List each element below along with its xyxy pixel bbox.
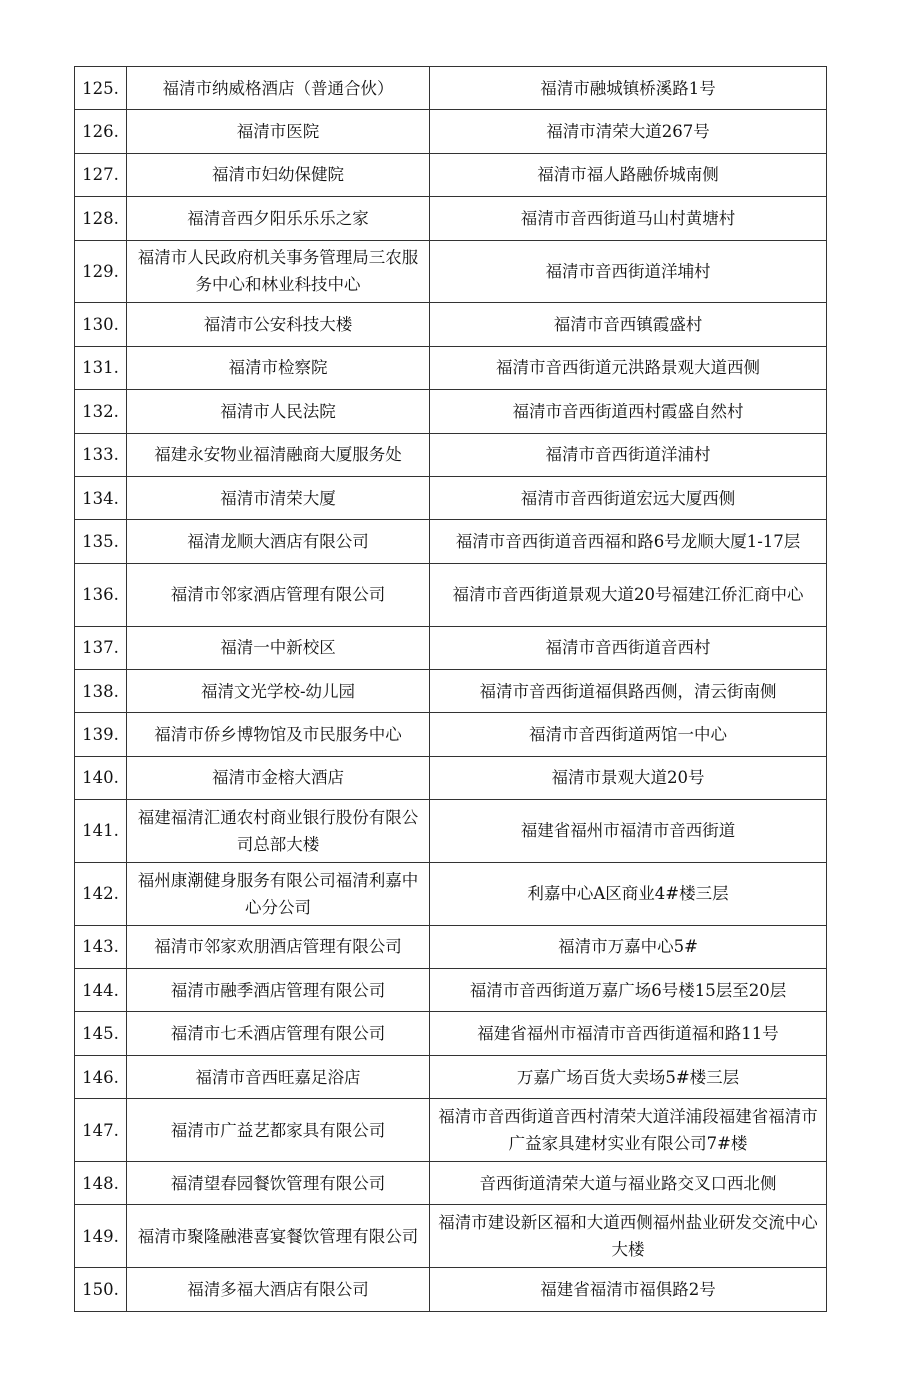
- table-row: [75, 1268, 827, 1311]
- facility-name: 福清文光学校-幼儿园: [127, 669, 430, 712]
- facility-address: 福清市音西街道音西福和路6号龙顺大厦1-17层: [430, 520, 827, 563]
- facility-name: 福清市检察院: [127, 346, 430, 389]
- facility-name: 福清市人民法院: [127, 390, 430, 433]
- facility-address: 福清市音西街道元洪路景观大道西侧: [430, 346, 827, 389]
- facility-name: 福清市侨乡博物馆及市民服务中心: [127, 713, 430, 756]
- row-number: 144.: [75, 969, 127, 1012]
- row-number: 137.: [75, 626, 127, 669]
- row-number: 140.: [75, 756, 127, 799]
- table-row: [75, 1099, 827, 1162]
- row-number: 133.: [75, 433, 127, 476]
- table-row: [75, 303, 827, 346]
- facility-name: 福清市邻家酒店管理有限公司: [127, 563, 430, 626]
- row-number: 149.: [75, 1205, 127, 1268]
- facility-name: 福州康潮健身服务有限公司福清利嘉中心分公司: [127, 862, 430, 925]
- facility-name: 福清市融季酒店管理有限公司: [127, 969, 430, 1012]
- facility-address: 福清市音西街道洋埔村: [430, 240, 827, 303]
- facility-address: 福清市音西街道万嘉广场6号楼15层至20层: [430, 969, 827, 1012]
- row-number: 134.: [75, 476, 127, 519]
- row-number: 145.: [75, 1012, 127, 1055]
- table-row: [75, 1012, 827, 1055]
- row-number: 146.: [75, 1055, 127, 1098]
- table-row: [75, 862, 827, 925]
- facility-name: 福清多福大酒店有限公司: [127, 1268, 430, 1311]
- facility-address: 万嘉广场百货大卖场5#楼三层: [430, 1055, 827, 1098]
- table-row: [75, 67, 827, 110]
- facility-name: 福清市聚隆融港喜宴餐饮管理有限公司: [127, 1205, 430, 1268]
- row-number: 139.: [75, 713, 127, 756]
- row-number: 150.: [75, 1268, 127, 1311]
- facility-address: 福清市音西街道景观大道20号福建江侨汇商中心: [430, 563, 827, 626]
- facility-address: 福清市景观大道20号: [430, 756, 827, 799]
- facility-name: 福清音西夕阳乐乐乐之家: [127, 197, 430, 240]
- row-number: 135.: [75, 520, 127, 563]
- row-number: 136.: [75, 563, 127, 626]
- facility-address: 福清市建设新区福和大道西侧福州盐业研发交流中心大楼: [430, 1205, 827, 1268]
- facility-name: 福清一中新校区: [127, 626, 430, 669]
- facility-address: 福清市音西街道宏远大厦西侧: [430, 476, 827, 519]
- facility-name: 福清市金榕大酒店: [127, 756, 430, 799]
- table-row: [75, 756, 827, 799]
- facility-name: 福清市公安科技大楼: [127, 303, 430, 346]
- row-number: 143.: [75, 925, 127, 968]
- facility-address: 福清市音西街道两馆一中心: [430, 713, 827, 756]
- row-number: 128.: [75, 197, 127, 240]
- table-row: [75, 969, 827, 1012]
- facility-name: 福清市纳威格酒店（普通合伙）: [127, 67, 430, 110]
- facility-address: 福清市福人路融侨城南侧: [430, 153, 827, 196]
- facility-name: 福清市广益艺都家具有限公司: [127, 1099, 430, 1162]
- table-row: [75, 197, 827, 240]
- table-row: [75, 800, 827, 863]
- table-row: [75, 626, 827, 669]
- table-row: [75, 925, 827, 968]
- table-row: [75, 520, 827, 563]
- facility-address: 福清市万嘉中心5#: [430, 925, 827, 968]
- table-row: [75, 1055, 827, 1098]
- row-number: 141.: [75, 800, 127, 863]
- row-number: 129.: [75, 240, 127, 303]
- facility-address: 福清市音西街道音西村清荣大道洋浦段福建省福清市广益家具建材实业有限公司7#楼: [430, 1099, 827, 1162]
- row-number: 126.: [75, 110, 127, 153]
- facility-name: 福清市妇幼保健院: [127, 153, 430, 196]
- row-number: 147.: [75, 1099, 127, 1162]
- facility-name: 福清市七禾酒店管理有限公司: [127, 1012, 430, 1055]
- table-row: [75, 153, 827, 196]
- facility-name: 福清市人民政府机关事务管理局三农服务中心和林业科技中心: [127, 240, 430, 303]
- table-row: [75, 390, 827, 433]
- table-body: [75, 67, 827, 1312]
- facility-address: 福清市音西街道福俱路西侧，清云街南侧: [430, 669, 827, 712]
- facility-address: 音西街道清荣大道与福业路交叉口西北侧: [430, 1162, 827, 1205]
- facility-name: 福清龙顺大酒店有限公司: [127, 520, 430, 563]
- row-number: 130.: [75, 303, 127, 346]
- facility-name: 福建永安物业福清融商大厦服务处: [127, 433, 430, 476]
- facility-address: 福清市清荣大道267号: [430, 110, 827, 153]
- facility-address: 福建省福清市福俱路2号: [430, 1268, 827, 1311]
- facility-address: 福清市音西街道马山村黄塘村: [430, 197, 827, 240]
- facility-address: 福清市音西镇霞盛村: [430, 303, 827, 346]
- row-number: 138.: [75, 669, 127, 712]
- table-row: [75, 433, 827, 476]
- table-row: [75, 240, 827, 303]
- facility-address: 福建省福州市福清市音西街道: [430, 800, 827, 863]
- facility-name: 福清市邻家欢朋酒店管理有限公司: [127, 925, 430, 968]
- row-number: 148.: [75, 1162, 127, 1205]
- facility-address: 福清市融城镇桥溪路1号: [430, 67, 827, 110]
- table-row: [75, 346, 827, 389]
- facility-name: 福清市医院: [127, 110, 430, 153]
- facility-name: 福清市清荣大厦: [127, 476, 430, 519]
- facility-address: 利嘉中心A区商业4#楼三层: [430, 862, 827, 925]
- table-row: [75, 476, 827, 519]
- facility-table: [74, 66, 827, 1312]
- row-number: 132.: [75, 390, 127, 433]
- facility-address: 福清市音西街道音西村: [430, 626, 827, 669]
- row-number: 127.: [75, 153, 127, 196]
- facility-address: 福建省福州市福清市音西街道福和路11号: [430, 1012, 827, 1055]
- table-row: [75, 1162, 827, 1205]
- table-row: [75, 1205, 827, 1268]
- facility-name: 福清市音西旺嘉足浴店: [127, 1055, 430, 1098]
- table-row: [75, 110, 827, 153]
- row-number: 125.: [75, 67, 127, 110]
- facility-address: 福清市音西街道西村霞盛自然村: [430, 390, 827, 433]
- table-row: [75, 669, 827, 712]
- row-number: 131.: [75, 346, 127, 389]
- facility-name: 福清望春园餐饮管理有限公司: [127, 1162, 430, 1205]
- facility-name: 福建福清汇通农村商业银行股份有限公司总部大楼: [127, 800, 430, 863]
- table-row: [75, 713, 827, 756]
- row-number: 142.: [75, 862, 127, 925]
- facility-address: 福清市音西街道洋浦村: [430, 433, 827, 476]
- table-row: [75, 563, 827, 626]
